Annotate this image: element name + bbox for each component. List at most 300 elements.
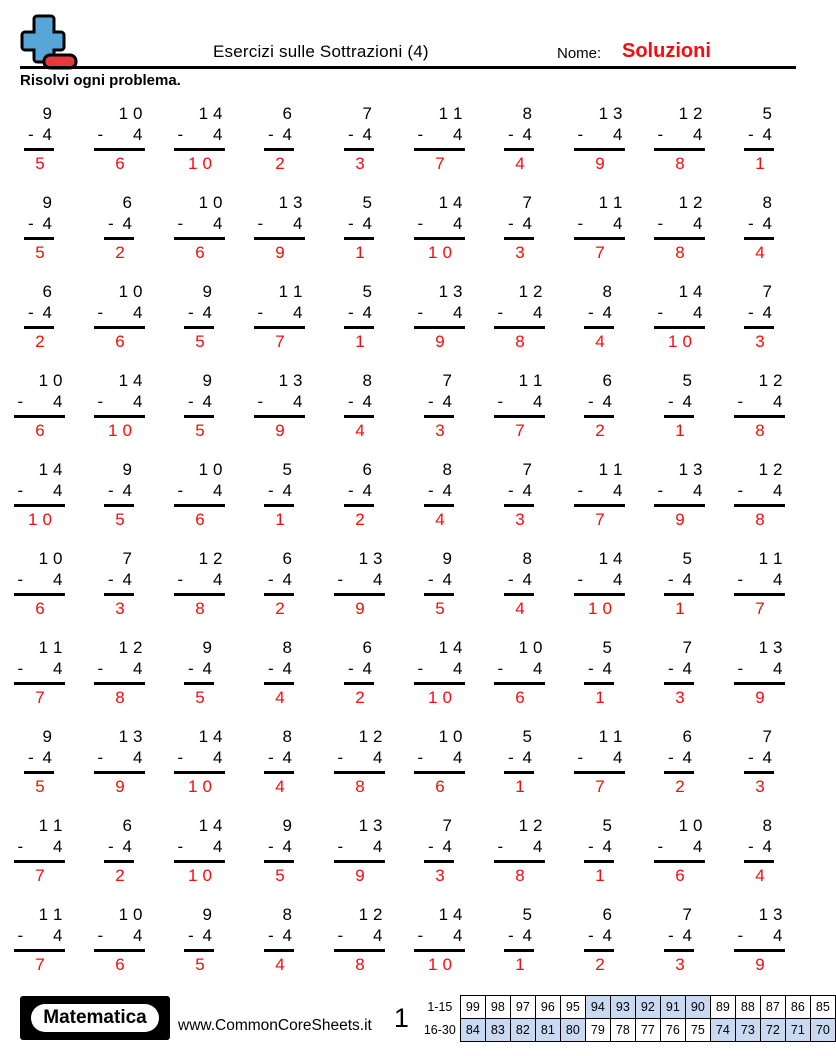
- digit: 1: [758, 460, 769, 479]
- minus-sign: -: [337, 748, 344, 767]
- minus-sign: -: [188, 392, 194, 411]
- digit: 5: [275, 866, 285, 885]
- problem-subtraction-row: [258, 391, 303, 412]
- digit: 9: [42, 727, 52, 746]
- problem-answer-line: [654, 860, 705, 863]
- problem-minuend: [98, 904, 143, 925]
- problem-subtraction-row: [738, 569, 783, 590]
- problem-answer: [178, 509, 223, 530]
- problem-answer: [578, 598, 623, 619]
- digit: 1: [198, 193, 209, 212]
- score-cell: 74: [710, 1018, 735, 1041]
- digit: 6: [115, 332, 125, 351]
- digit: 8: [675, 154, 685, 173]
- score-cell: 98: [485, 995, 510, 1018]
- problem-subtrahend: 4: [42, 125, 52, 144]
- problem-subtrahend: 4: [682, 392, 692, 411]
- problem-subtraction-row: [18, 569, 63, 590]
- digit: 6: [435, 777, 445, 796]
- problem-subtraction-row: [508, 124, 532, 145]
- minus-sign: -: [257, 392, 264, 411]
- problem-minuend: [178, 726, 223, 747]
- problem-answer: [98, 687, 143, 708]
- digit: 5: [522, 905, 532, 924]
- problem-subtrahend: 4: [53, 392, 63, 411]
- minus-sign: -: [748, 748, 754, 767]
- subtraction-problem: [588, 637, 612, 708]
- problem-answer: [738, 509, 783, 530]
- digit: 5: [762, 104, 772, 123]
- problem-answer: [658, 153, 703, 174]
- digit: 1: [518, 816, 529, 835]
- digit: 6: [115, 154, 125, 173]
- problem-answer-line: [744, 237, 774, 240]
- digit: 9: [115, 777, 125, 796]
- score-cell: 85: [810, 995, 835, 1018]
- problem-answer: [188, 687, 212, 708]
- minus-sign: -: [97, 926, 104, 945]
- footer: [20, 995, 830, 1041]
- problem-answer-line: [174, 860, 225, 863]
- problem-answer: [508, 598, 532, 619]
- digit: 1: [518, 371, 529, 390]
- problem-answer-line: [24, 148, 54, 151]
- problem-answer-line: [504, 237, 534, 240]
- minus-sign: -: [497, 303, 504, 322]
- minus-sign: -: [668, 659, 674, 678]
- problem-answer: [668, 598, 692, 619]
- problem-minuend: [578, 726, 623, 747]
- minus-sign: -: [588, 837, 594, 856]
- digit: 1: [598, 460, 609, 479]
- subtraction-problem: [268, 904, 292, 975]
- problem-subtrahend: 4: [53, 926, 63, 945]
- subtraction-problem: [668, 726, 692, 797]
- digit: 3: [755, 332, 765, 351]
- problem-answer-line: [264, 593, 294, 596]
- digit: 1: [428, 688, 438, 707]
- digit: 3: [133, 727, 143, 746]
- problem-subtraction-row: [658, 302, 703, 323]
- problem-answer: [418, 331, 463, 352]
- problem-answer: [178, 598, 223, 619]
- problem-subtraction-row: [418, 747, 463, 768]
- problem-subtrahend: 4: [682, 748, 692, 767]
- digit: 5: [362, 193, 372, 212]
- problem-minuend: [28, 281, 52, 302]
- score-cell: 86: [785, 995, 810, 1018]
- problem-minuend: [178, 548, 223, 569]
- digit: 7: [435, 154, 445, 173]
- digit: 4: [453, 905, 463, 924]
- problem-answer: [258, 242, 303, 263]
- digit: 0: [133, 905, 143, 924]
- problem-subtraction-row: [578, 480, 623, 501]
- problem-answer: [268, 776, 292, 797]
- problem-answer: [188, 331, 212, 352]
- subtraction-problem: [18, 904, 63, 975]
- problem-subtraction-row: [738, 480, 783, 501]
- problem-subtraction-row: [268, 124, 292, 145]
- digit: 1: [438, 905, 449, 924]
- subtraction-problem: [108, 548, 132, 619]
- problem-answer: [418, 954, 463, 975]
- problem-subtrahend: 4: [213, 748, 223, 767]
- problem-minuend: [428, 370, 452, 391]
- digit: 1: [453, 104, 463, 123]
- digit: 7: [522, 193, 532, 212]
- problem-answer: [578, 509, 623, 530]
- problem-answer: [178, 242, 223, 263]
- problem-subtraction-row: [508, 747, 532, 768]
- digit: 1: [758, 905, 769, 924]
- problem-subtrahend: 4: [202, 926, 212, 945]
- digit: 0: [442, 955, 452, 974]
- problem-answer-line: [664, 415, 694, 418]
- subtraction-problem: [268, 103, 292, 174]
- problem-answer: [98, 954, 143, 975]
- problem-answer: [418, 153, 463, 174]
- minus-sign: -: [737, 926, 744, 945]
- problem-answer: [338, 954, 383, 975]
- problem-answer-line: [184, 415, 214, 418]
- problem-minuend: [498, 370, 543, 391]
- problem-subtrahend: 4: [693, 837, 703, 856]
- problem-subtraction-row: [508, 213, 532, 234]
- problem-answer-line: [14, 860, 65, 863]
- subtraction-problem: [188, 637, 212, 708]
- subtraction-problem: [748, 815, 772, 886]
- digit: 8: [355, 955, 365, 974]
- digit: 1: [355, 332, 365, 351]
- minus-sign: -: [108, 214, 114, 233]
- minus-sign: -: [657, 481, 664, 500]
- problem-answer-line: [734, 415, 785, 418]
- problem-minuend: [28, 726, 52, 747]
- problem-answer: [98, 153, 143, 174]
- minus-sign: -: [97, 659, 104, 678]
- problem-answer: [178, 153, 223, 174]
- problem-subtrahend: 4: [773, 659, 783, 678]
- problem-subtrahend: 4: [133, 392, 143, 411]
- problem-subtraction-row: [418, 124, 463, 145]
- website-link[interactable]: www.CommonCoreSheets.it: [178, 1017, 372, 1034]
- problem-answer: [738, 598, 783, 619]
- digit: 8: [362, 371, 372, 390]
- problem-answer: [258, 420, 303, 441]
- digit: 6: [122, 193, 132, 212]
- problem-minuend: [668, 370, 692, 391]
- score-cell: 92: [635, 995, 660, 1018]
- digit: 5: [35, 243, 45, 262]
- subtraction-problem: [418, 637, 463, 708]
- problem-minuend: [98, 637, 143, 658]
- brand-label: Matematica: [31, 1004, 159, 1032]
- digit: 4: [355, 421, 365, 440]
- subtraction-problem: [338, 904, 383, 975]
- digit: 8: [355, 777, 365, 796]
- problem-answer-line: [334, 771, 385, 774]
- digit: 9: [202, 282, 212, 301]
- problem-minuend: [188, 904, 212, 925]
- problem-subtrahend: 4: [282, 125, 292, 144]
- minus-sign: -: [588, 926, 594, 945]
- problem-minuend: [268, 637, 292, 658]
- problem-subtrahend: 4: [453, 748, 463, 767]
- subtraction-problem: [188, 281, 212, 352]
- problem-answer-line: [174, 771, 225, 774]
- minus-sign: -: [17, 659, 24, 678]
- problem-subtrahend: 4: [522, 570, 532, 589]
- problem-minuend: [748, 192, 772, 213]
- problem-subtrahend: 4: [602, 659, 612, 678]
- problem-subtraction-row: [658, 480, 703, 501]
- problem-answer-line: [14, 415, 65, 418]
- minus-sign: -: [257, 303, 264, 322]
- problem-subtrahend: 4: [133, 303, 143, 322]
- problem-subtrahend: 4: [522, 748, 532, 767]
- digit: 3: [613, 104, 623, 123]
- problem-minuend: [668, 904, 692, 925]
- problem-answer-line: [94, 415, 145, 418]
- digit: 4: [435, 510, 445, 529]
- problem-minuend: [268, 548, 292, 569]
- subtraction-problem: [658, 459, 703, 530]
- problem-minuend: [508, 459, 532, 480]
- problem-subtrahend: 4: [202, 659, 212, 678]
- digit: 7: [682, 905, 692, 924]
- score-cell: 73: [735, 1018, 760, 1041]
- problem-minuend: [418, 904, 463, 925]
- subtraction-problem: [98, 281, 143, 352]
- digit: 1: [598, 549, 609, 568]
- problem-minuend: [258, 192, 303, 213]
- problem-subtraction-row: [178, 124, 223, 145]
- digit: 0: [682, 332, 692, 351]
- digit: 1: [755, 154, 765, 173]
- problem-answer-line: [264, 148, 294, 151]
- subtraction-problem: [498, 637, 543, 708]
- minus-sign: -: [97, 748, 104, 767]
- problem-minuend: [98, 370, 143, 391]
- problem-answer: [348, 509, 372, 530]
- digit: 5: [35, 154, 45, 173]
- subtraction-problem: [338, 548, 383, 619]
- minus-sign: -: [268, 926, 274, 945]
- digit: 9: [755, 955, 765, 974]
- digit: 1: [118, 282, 129, 301]
- problem-answer: [748, 153, 772, 174]
- problem-answer: [178, 776, 223, 797]
- problem-answer: [188, 420, 212, 441]
- problem-answer: [748, 242, 772, 263]
- minus-sign: -: [348, 481, 354, 500]
- subtraction-problem: [18, 815, 63, 886]
- problem-subtraction-row: [28, 213, 52, 234]
- minus-sign: -: [417, 125, 424, 144]
- subtraction-problem: [268, 548, 292, 619]
- problem-answer: [268, 598, 292, 619]
- digit: 2: [533, 282, 543, 301]
- score-cell: 87: [760, 995, 785, 1018]
- problem-answer-line: [414, 326, 465, 329]
- digit: 6: [515, 688, 525, 707]
- problem-answer: [108, 509, 132, 530]
- digit: 7: [595, 243, 605, 262]
- problem-subtraction-row: [658, 836, 703, 857]
- subtraction-problem: [508, 548, 532, 619]
- problem-minuend: [508, 103, 532, 124]
- problem-answer-line: [494, 860, 545, 863]
- digit: 5: [115, 510, 125, 529]
- subtraction-problem: [418, 281, 463, 352]
- problem-subtrahend: 4: [202, 392, 212, 411]
- problem-answer: [268, 509, 292, 530]
- problem-subtrahend: 4: [602, 926, 612, 945]
- minus-sign: -: [188, 926, 194, 945]
- digit: 5: [522, 727, 532, 746]
- problem-answer-line: [264, 860, 294, 863]
- subtraction-problem: [258, 192, 303, 263]
- problem-minuend: [348, 459, 372, 480]
- problem-answer: [668, 954, 692, 975]
- digit: 6: [282, 104, 292, 123]
- digit: 5: [195, 332, 205, 351]
- problem-subtraction-row: [588, 836, 612, 857]
- minus-sign: -: [497, 837, 504, 856]
- digit: 1: [678, 460, 689, 479]
- problem-answer: [578, 153, 623, 174]
- problem-minuend: [28, 192, 52, 213]
- problem-subtrahend: 4: [522, 125, 532, 144]
- problem-minuend: [28, 103, 52, 124]
- problem-subtrahend: 4: [213, 481, 223, 500]
- problem-subtraction-row: [258, 302, 303, 323]
- problem-subtrahend: 4: [533, 392, 543, 411]
- problem-answer-line: [254, 326, 305, 329]
- problem-subtraction-row: [668, 569, 692, 590]
- problem-subtraction-row: [268, 658, 292, 679]
- subtraction-problem: [508, 103, 532, 174]
- problem-answer: [338, 776, 383, 797]
- problem-subtrahend: 4: [293, 303, 303, 322]
- problem-minuend: [498, 637, 543, 658]
- minus-sign: -: [348, 392, 354, 411]
- problem-answer-line: [574, 148, 625, 151]
- problem-subtrahend: 4: [213, 214, 223, 233]
- problem-subtrahend: 4: [122, 837, 132, 856]
- subtraction-problem: [588, 370, 612, 441]
- subtraction-problem: [508, 192, 532, 263]
- problem-answer-line: [654, 326, 705, 329]
- problem-answer-line: [14, 949, 65, 952]
- digit: 2: [595, 421, 605, 440]
- logo-icon: [20, 12, 82, 70]
- minus-sign: -: [337, 837, 344, 856]
- minus-sign: -: [737, 570, 744, 589]
- problem-subtrahend: 4: [53, 837, 63, 856]
- problem-answer-line: [344, 682, 374, 685]
- digit: 1: [118, 905, 129, 924]
- score-cell: 78: [610, 1018, 635, 1041]
- minus-sign: -: [108, 837, 114, 856]
- digit: 1: [118, 638, 129, 657]
- problem-subtrahend: 4: [682, 926, 692, 945]
- problem-answer: [188, 954, 212, 975]
- digit: 1: [678, 816, 689, 835]
- problem-subtrahend: 4: [453, 214, 463, 233]
- digit: 8: [282, 638, 292, 657]
- problem-subtraction-row: [588, 925, 612, 946]
- problem-minuend: [418, 192, 463, 213]
- problem-subtraction-row: [258, 213, 303, 234]
- problem-subtrahend: 4: [122, 570, 132, 589]
- problem-subtrahend: 4: [42, 214, 52, 233]
- minus-sign: -: [268, 570, 274, 589]
- problem-answer-line: [94, 148, 145, 151]
- subtraction-problem: [588, 904, 612, 975]
- problem-answer-line: [24, 237, 54, 240]
- problem-subtraction-row: [338, 836, 383, 857]
- digit: 6: [195, 243, 205, 262]
- problem-minuend: [348, 281, 372, 302]
- digit: 1: [598, 104, 609, 123]
- digit: 9: [122, 460, 132, 479]
- problem-subtraction-row: [348, 480, 372, 501]
- digit: 6: [122, 816, 132, 835]
- problem-subtrahend: 4: [522, 926, 532, 945]
- digit: 1: [278, 193, 289, 212]
- problem-answer-line: [94, 326, 145, 329]
- problem-answer-line: [174, 237, 225, 240]
- digit: 1: [358, 727, 369, 746]
- digit: 3: [693, 460, 703, 479]
- digit: 7: [442, 816, 452, 835]
- digit: 9: [275, 243, 285, 262]
- problem-minuend: [338, 815, 383, 836]
- problem-answer: [748, 331, 772, 352]
- digit: 2: [355, 688, 365, 707]
- problem-minuend: [588, 637, 612, 658]
- problem-subtrahend: 4: [133, 659, 143, 678]
- problem-minuend: [188, 637, 212, 658]
- problem-minuend: [578, 548, 623, 569]
- digit: 6: [115, 955, 125, 974]
- subtraction-problem: [98, 904, 143, 975]
- problem-answer-line: [744, 326, 774, 329]
- problem-subtrahend: 4: [122, 481, 132, 500]
- digit: 3: [755, 777, 765, 796]
- problem-answer-line: [734, 682, 785, 685]
- score-cell: 72: [760, 1018, 785, 1041]
- minus-sign: -: [577, 570, 584, 589]
- score-cell: 95: [560, 995, 585, 1018]
- digit: 6: [362, 460, 372, 479]
- problem-answer: [588, 687, 612, 708]
- problem-minuend: [658, 459, 703, 480]
- subtraction-problem: [338, 815, 383, 886]
- problem-subtrahend: 4: [282, 748, 292, 767]
- score-cell: 81: [535, 1018, 560, 1041]
- problem-subtrahend: 4: [133, 748, 143, 767]
- subtraction-problem: [98, 103, 143, 174]
- digit: 7: [35, 688, 45, 707]
- digit: 0: [213, 460, 223, 479]
- problem-answer: [658, 509, 703, 530]
- problem-minuend: [18, 548, 63, 569]
- problem-answer-line: [584, 682, 614, 685]
- problem-answer-line: [574, 771, 625, 774]
